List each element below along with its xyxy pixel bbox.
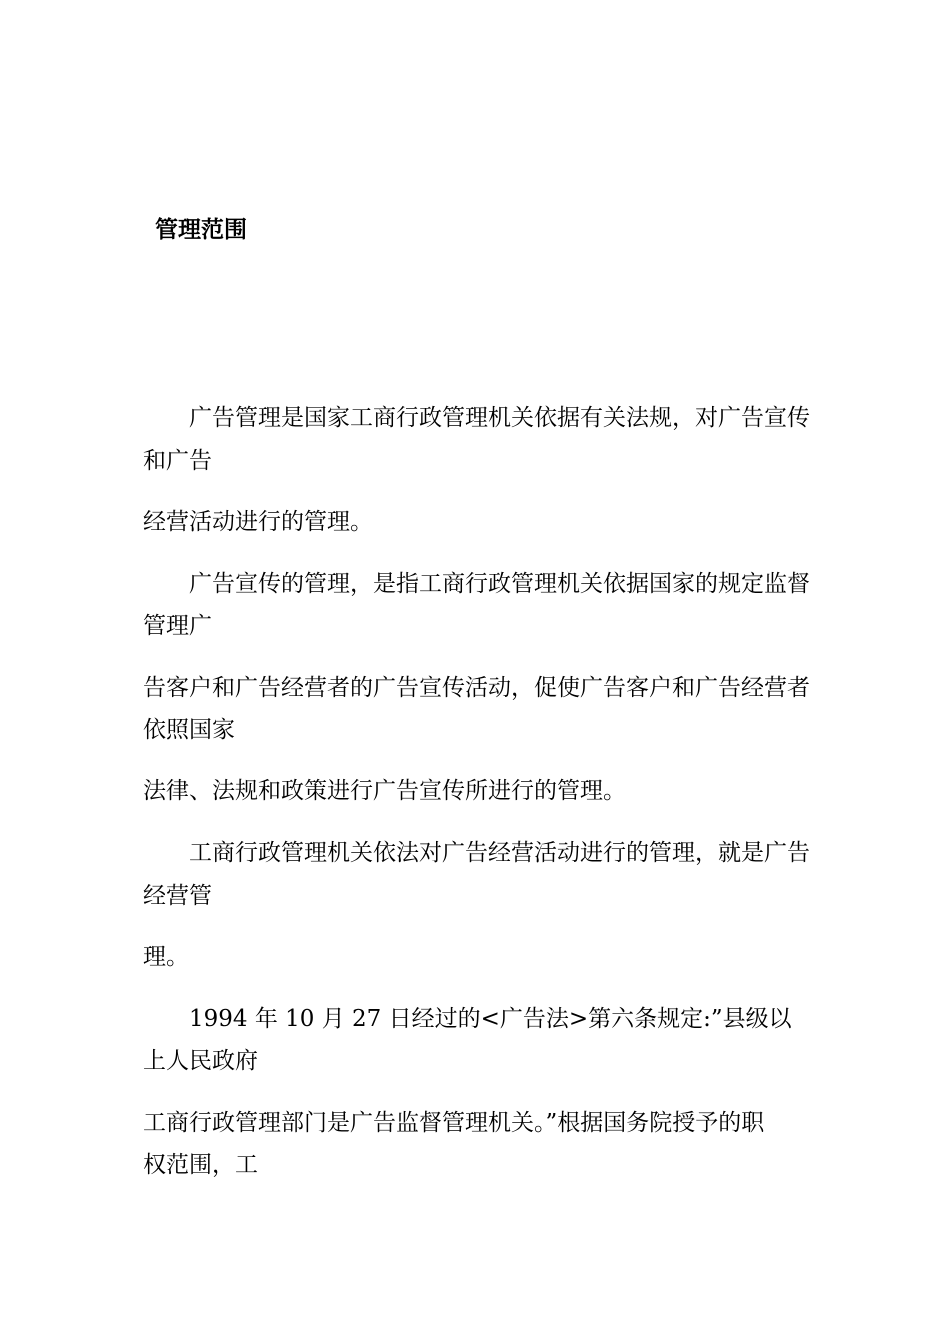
paragraph-4-line-3: 工商行政管理部门是广告监督管理机关。”根据国务院授予的职: [143, 1110, 765, 1136]
page-title: 管理范围: [155, 217, 247, 243]
paragraph-4-line-4: 权范围，工: [143, 1152, 258, 1178]
paragraph-3-line-1: 工商行政管理机关依法对广告经营活动进行的管理，就是广告: [189, 840, 810, 866]
paragraph-2-line-1: 广告宣传的管理，是指工商行政管理机关依据国家的规定监督: [189, 571, 810, 597]
paragraph-3-line-2: 经营管: [143, 883, 212, 909]
paragraph-3-line-3: 理。: [143, 944, 189, 970]
paragraph-4-line-2: 上人民政府: [143, 1048, 258, 1074]
paragraph-2-line-5: 法律、法规和政策进行广告宣传所进行的管理。: [143, 778, 626, 804]
paragraph-2-line-4: 依照国家: [143, 717, 235, 743]
paragraph-1-line-3: 经营活动进行的管理。: [143, 509, 373, 535]
paragraph-2-line-3: 告客户和广告经营者的广告宣传活动，促使广告客户和广告经营者: [143, 675, 810, 701]
paragraph-4-line-1: 1994 年 10 月 27 日经过的<广告法>第六条规定:”县级以: [189, 1006, 792, 1032]
paragraph-1-line-2: 和广告: [143, 448, 212, 474]
paragraph-2-line-2: 管理广: [143, 613, 212, 639]
paragraph-1-line-1: 广告管理是国家工商行政管理机关依据有关法规，对广告宣传: [189, 405, 810, 431]
